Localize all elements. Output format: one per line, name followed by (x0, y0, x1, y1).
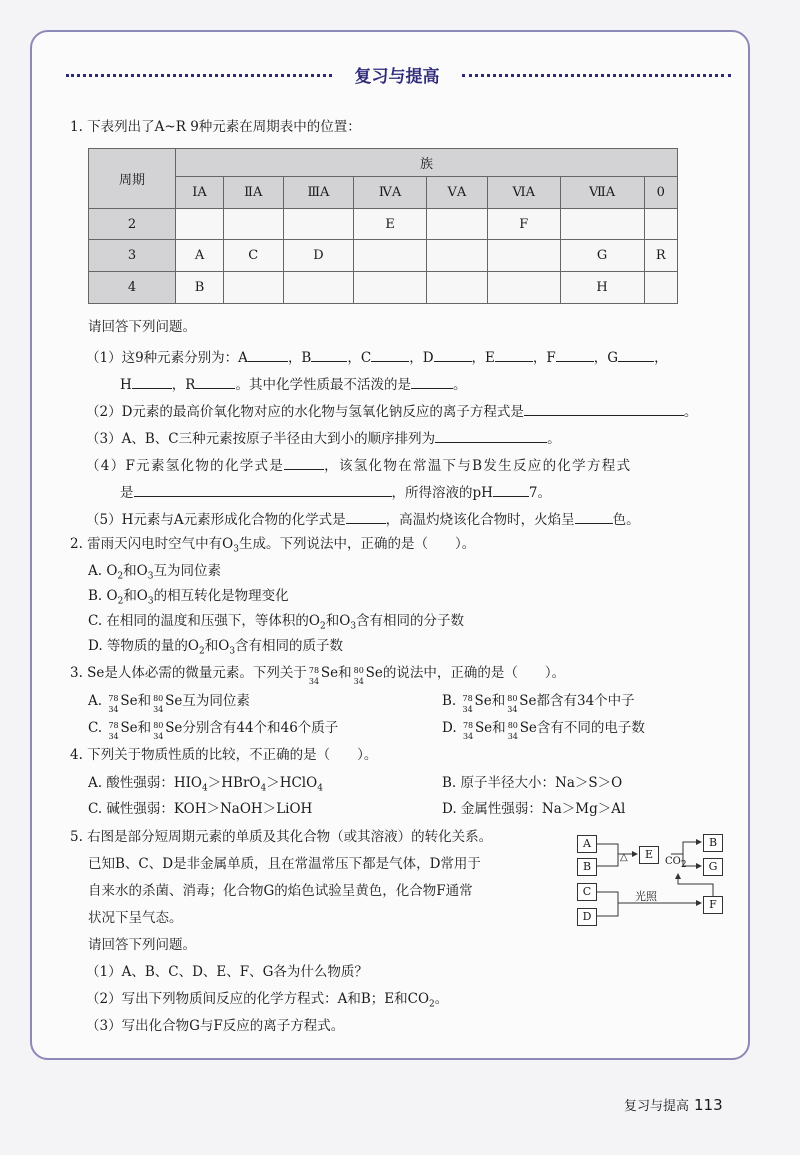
q5-sub1: （1）A、B、C、D、E、F、G各为什么物质？ (86, 964, 368, 980)
q5-sub3: （3）写出化合物G与F反应的离子方程式。 (86, 1018, 345, 1034)
element-cell: G (560, 240, 644, 272)
q3-option-a: A. 78 34 Se和 80 34 Se互为同位素 (88, 693, 250, 714)
q4-option-a: A. 酸性强弱：$HIO_4>HBrO_4>HClO_4$ (88, 775, 323, 794)
element-cell (644, 209, 677, 240)
group-header: 族 (176, 149, 678, 177)
element-cell (283, 272, 354, 304)
diagram-node-g: G (703, 858, 723, 876)
page-footer (624, 1095, 723, 1114)
q3-stem: 3. Se是人体必需的微量元素。下列关于 78 34 Se和 80 34 Se的说法中，正确的是（ ）。 (70, 665, 566, 686)
heat-symbol: △ (620, 852, 628, 863)
periodic-table (88, 148, 678, 304)
element-cell (176, 209, 224, 240)
arrow-ab-to-e (596, 854, 637, 866)
group-cell: ⅢA (283, 177, 354, 209)
arrow-f-to-co2 (678, 874, 713, 896)
group-cell: ⅣA (354, 177, 426, 209)
q5-sub2: （2）写出下列物质间反应的化学方程式：A和B；E和$CO_2$。 (86, 991, 449, 1010)
element-cell (426, 209, 487, 240)
element-cell: C (224, 240, 283, 272)
q3-option-b: B. 78 34 Se和 80 34 Se都含有34个中子 (442, 693, 635, 714)
group-cell: 0 (644, 177, 677, 209)
q1-sub1-line2: H ，R 。其中化学性质最不活泼的是 。 (120, 374, 466, 394)
q2-option-b: B. $O_2$和$O_3$的相互转化是物理变化 (88, 588, 289, 607)
group-cell: ⅡA (224, 177, 283, 209)
element-cell (560, 209, 644, 240)
q1-sub1-line1: （1）这9种元素分别为：A ，B ，C ，D ，E ，F ，G ， (86, 347, 668, 367)
element-cell: D (283, 240, 354, 272)
arrow-c (596, 892, 618, 903)
q4-stem: 4. 下列关于物质性质的比较，不正确的是（ ）。 (70, 747, 378, 763)
transformation-diagram (573, 830, 733, 930)
arrow-a (596, 844, 618, 854)
group-cell: ⅠA (176, 177, 224, 209)
element-cell (487, 240, 560, 272)
q2-option-c: C. 在相同的温度和压强下，等体积的$O_2$和$O_3$含有相同的分子数 (88, 613, 465, 632)
q5-line1: 5. 右图是部分短周期元素的单质及其化合物（或其溶液）的转化关系。 (70, 829, 493, 845)
element-cell (644, 272, 677, 304)
element-cell (224, 272, 283, 304)
element-cell: R (644, 240, 677, 272)
section-header (66, 62, 731, 88)
light-label: 光照 (635, 890, 657, 903)
element-cell (426, 240, 487, 272)
section-title: 复习与提高 (354, 67, 440, 87)
element-cell: F (487, 209, 560, 240)
diagram-node-b: B (577, 858, 597, 876)
page-number: 113 (694, 1096, 723, 1114)
period-header: 周期 (89, 149, 176, 209)
q3-option-d: D. 78 34 Se和 80 34 Se含有不同的电子数 (442, 720, 645, 741)
q5-line4: 状况下呈气态。 (88, 910, 183, 926)
element-cell: B (176, 272, 224, 304)
period-cell: 2 (89, 209, 176, 240)
diagram-node-e: E (639, 846, 659, 864)
group-cell: ⅥA (487, 177, 560, 209)
q2-option-a: A. $O_2$和$O_3$互为同位素 (88, 563, 221, 582)
element-cell (283, 209, 354, 240)
element-cell: E (354, 209, 426, 240)
period-cell: 4 (89, 272, 176, 304)
diagram-node-d: D (577, 908, 597, 926)
q5-prompt: 请回答下列问题。 (88, 937, 196, 953)
q1-prompt: 请回答下列问题。 (88, 319, 196, 335)
arrow-e-to-b (671, 842, 701, 854)
element-cell (224, 209, 283, 240)
q4-option-b: B. 原子半径大小：Na＞S＞O (442, 775, 623, 791)
q1-sub5: （5）H元素与A元素形成化合物的化学式是 ，高温灼烧该化合物时，火焰呈 色。 (86, 509, 640, 529)
header-dots-right (462, 74, 731, 77)
q1-sub2: （2）D元素的最高价氧化物对应的水化物与氢氧化钠反应的离子方程式是 。 (86, 401, 697, 421)
co2-label: $CO_2$ (665, 856, 687, 870)
q5-line3: 自来水的杀菌、消毒；化合物G的焰色试验呈黄色，化合物F通常 (88, 883, 473, 899)
q1-sub4-line2: 是 ，所得溶液的pH 7。 (120, 482, 551, 502)
q3-option-c: C. 78 34 Se和 80 34 Se分别含有44个和46个质子 (88, 720, 339, 741)
table-row (89, 240, 678, 272)
q1-intro: 1. 下表列出了A~R 9种元素在周期表中的位置： (70, 119, 361, 135)
q1-sub4-line1: （4）F元素氢化物的化学式是 ，该氢化物在常温下与B发生反应的化学方程式 (86, 455, 631, 475)
q2-stem: 2. 雷雨天闪电时空气中有$O_3$生成。下列说法中，正确的是（ ）。 (70, 536, 476, 555)
q2-option-d: D. 等物质的量的$O_2$和$O_3$含有相同的质子数 (88, 638, 344, 657)
group-cell: ⅤA (426, 177, 487, 209)
element-cell: H (560, 272, 644, 304)
table-row (89, 209, 678, 240)
element-cell: A (176, 240, 224, 272)
arrow-cd-to-f (596, 903, 701, 916)
period-cell: 3 (89, 240, 176, 272)
group-cell: ⅦA (560, 177, 644, 209)
diagram-node-f: F (703, 896, 723, 914)
header-dots-left (66, 74, 332, 77)
table-row (89, 272, 678, 304)
element-cell (354, 240, 426, 272)
diagram-node-b-product: B (703, 834, 723, 852)
diagram-node-c: C (577, 883, 597, 901)
q5-line2: 已知B、C、D是非金属单质，且在常温常压下都是气体，D常用于 (88, 856, 481, 872)
element-cell (487, 272, 560, 304)
element-cell (426, 272, 487, 304)
q4-option-c: C. 碱性强弱：KOH＞NaOH＞LiOH (88, 801, 313, 817)
q1-sub3: （3）A、B、C三种元素按原子半径由大到小的顺序排列为 。 (86, 428, 561, 448)
q4-option-d: D. 金属性强弱：Na＞Mg＞Al (442, 801, 626, 817)
diagram-node-a: A (577, 835, 597, 853)
footer-label: 复习与提高 (624, 1099, 690, 1114)
element-cell (354, 272, 426, 304)
